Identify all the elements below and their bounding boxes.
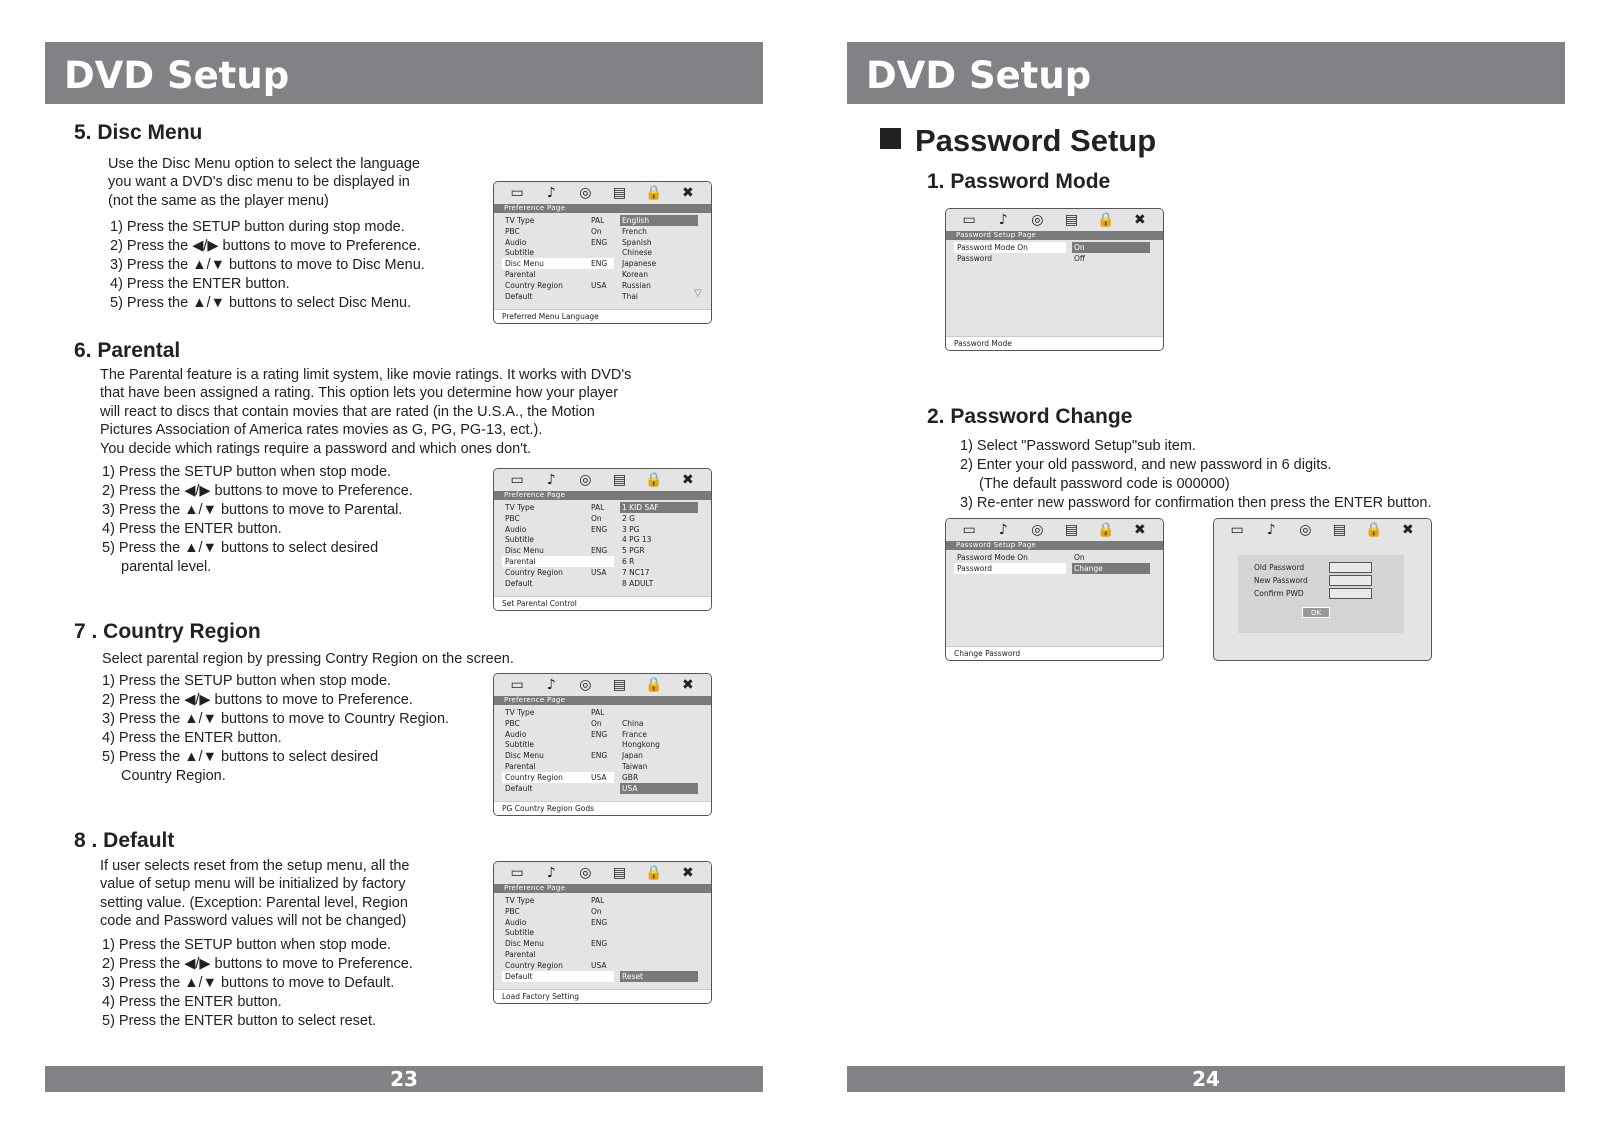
step: 1) Press the SETUP button when stop mode. [102,464,392,480]
image-icon: ▤ [1064,212,1079,228]
osd-option: On [1074,553,1085,562]
step: 3) Press the ▲/▼ buttons to move to Disc Menu. [110,257,425,273]
disc-icon: ◎ [579,185,592,201]
section-title-password-change: 2. Password Change [927,405,1133,428]
step: 5) Press the ▲/▼ buttons to select Disc Menu. [110,295,412,311]
osd-menu-key: Password Mode On [957,243,1028,252]
osd-option: 8 ADULT [622,578,654,588]
osd-menu-key: Audio [505,524,527,534]
close-icon: ✖ [681,865,694,881]
osd-menu-value: PAL [591,216,605,225]
osd-menu-row [502,917,702,928]
osd-menu-row [502,906,702,917]
osd-menu-key: Default [505,783,533,793]
image-icon: ▤ [612,472,627,488]
audio-icon: ♪ [546,185,556,201]
osd-menu-row [502,534,702,545]
osd-menu-value: USA [591,280,607,290]
step: 1) Press the SETUP button when stop mode. [102,673,392,689]
audio-icon: ♪ [1266,522,1276,538]
osd-menu-row [502,567,702,578]
osd-option: On [1072,242,1150,253]
osd-menu-value: On [591,718,602,728]
tv-icon: ▭ [510,185,524,201]
osd-option: Japan [622,751,643,761]
section-title-default: 8 . Default [74,829,175,852]
osd-menu-row [502,960,702,971]
osd-menu-row [954,563,1154,574]
osd-menu-key: TV Type [505,503,535,512]
osd-option: Thai [622,291,639,301]
osd-page-header: Password Setup Page [946,541,1163,550]
password-field [1329,588,1372,599]
intro-line: (not the same as the player menu) [108,192,329,209]
disc-icon: ◎ [1299,522,1312,538]
osd-menu-value: PAL [591,708,605,717]
disc-menu-steps [110,218,425,313]
osd-option: Change [1072,563,1150,574]
step: 3) Press the ▲/▼ buttons to move to Default. [102,975,395,991]
osd-menu-key: Parental [505,270,536,279]
step: Country Region. [121,768,226,784]
audio-icon: ♪ [546,865,556,881]
osd-disc-menu [493,181,712,324]
close-icon: ✖ [681,472,694,488]
page-number: 24 [847,1066,1565,1092]
disc-icon: ◎ [579,677,592,693]
page-number: 23 [45,1066,763,1092]
osd-menu-key: Subtitle [505,535,534,545]
osd-icon-bar [1214,519,1431,541]
osd-menu-value: USA [591,772,607,782]
osd-menu-value: ENG [591,939,608,949]
osd-page-header: Preference Page [494,884,711,893]
password-field [1329,562,1372,573]
osd-menu-row [502,237,702,248]
lock-icon: 🔒 [644,185,663,201]
osd-menu-value: USA [591,567,607,577]
country-steps [102,672,449,786]
osd-parental [493,468,712,611]
osd-menu-row [502,247,702,258]
osd-option: 6 R [622,557,635,566]
osd-menu-key: Password [957,253,993,263]
osd-menu-row [502,739,702,750]
osd-page-header: Password Setup Page [946,231,1163,240]
osd-menu-value: PAL [591,503,605,512]
osd-menu-value: ENG [591,751,608,761]
intro-line: Use the Disc Menu option to select the language [108,156,420,172]
audio-icon: ♪ [998,522,1008,538]
image-icon: ▤ [1064,522,1079,538]
tv-icon: ▭ [510,472,524,488]
intro-line: If user selects reset from the setup menu, all the [100,858,410,874]
disc-icon: ◎ [579,472,592,488]
lock-icon: 🔒 [644,865,663,881]
osd-password-mode [945,208,1164,351]
osd-country-region [493,673,712,816]
osd-page-header: Preference Page [494,204,711,213]
osd-menu-key: Subtitle [505,248,534,258]
default-intro [100,857,409,931]
osd-menu-key: PBC [505,906,520,916]
osd-icon-bar [494,182,711,204]
osd-option: Spanish [622,237,652,247]
osd-menu-key: Country Region [505,772,563,782]
tv-icon: ▭ [962,212,976,228]
password-change-steps [960,437,1431,513]
osd-option: 5 PGR [622,546,645,556]
osd-menu-row [954,552,1154,563]
osd-menu-key: TV Type [505,896,535,905]
step: 2) Press the ◀/▶ buttons to move to Preference. [102,692,413,708]
osd-footer: Load Factory Setting [494,989,711,1003]
osd-menu-value: On [591,226,602,236]
step: 4) Press the ENTER button. [102,994,282,1010]
scroll-down-arrow-icon: ▽ [694,288,702,299]
lock-icon: 🔒 [1364,522,1383,538]
close-icon: ✖ [681,185,694,201]
osd-option: French [622,226,647,236]
osd-menu-key: Subtitle [505,740,534,750]
osd-menu-row [502,971,702,982]
password-field [1329,575,1372,586]
osd-menu-row [954,242,1154,253]
osd-menu-value: ENG [591,259,608,269]
osd-option: Japanese [622,259,657,269]
image-icon: ▤ [612,677,627,693]
osd-option: Off [1074,253,1086,263]
osd-menu-key: Country Region [505,567,563,577]
osd-menu-row [502,707,702,718]
parental-intro [100,366,631,458]
osd-option: Taiwan [622,762,648,771]
disc-menu-intro [108,155,420,210]
audio-icon: ♪ [546,472,556,488]
osd-default [493,861,712,1004]
step: 4) Press the ENTER button. [102,521,282,537]
osd-page-header: Preference Page [494,491,711,500]
osd-menu-value: ENG [591,524,608,534]
osd-option: France [622,729,647,739]
osd-menu-value: USA [591,960,607,970]
close-icon: ✖ [1133,522,1146,538]
password-setup-title [880,123,1156,159]
page-24 [800,0,1600,1131]
password-setup-title-text: Password Setup [915,123,1157,158]
osd-option: Russian [622,280,651,290]
intro-line: setting value. (Exception: Parental level, Region [100,894,408,911]
osd-menu-key: Audio [505,729,527,739]
osd-menu-row [502,269,702,280]
osd-menu-row [502,578,702,589]
osd-menu-key: Default [505,971,533,981]
tv-icon: ▭ [962,522,976,538]
lock-icon: 🔒 [644,472,663,488]
step: 5) Press the ▲/▼ buttons to select desired [102,540,379,556]
section-title-country-region: 7 . Country Region [74,620,261,643]
osd-menu-key: PBC [505,718,520,728]
step: 1) Press the SETUP button when stop mode. [102,937,392,953]
osd-option: 7 NC17 [622,567,650,577]
osd-menu-value: ENG [591,917,608,927]
osd-menu-value: ENG [591,729,608,739]
osd-menu-value: On [591,513,602,523]
osd-menu-row [502,938,702,949]
section-title-disc-menu: 5. Disc Menu [74,121,203,144]
password-label: Old Password [1254,563,1305,572]
osd-menu-key: PBC [505,513,520,523]
osd-menu-row [502,927,702,938]
osd-footer: Change Password [946,646,1163,660]
osd-icon-bar [494,862,711,884]
osd-menu-key: Audio [505,917,527,927]
ok-button: OK [1302,607,1330,618]
page-header: DVD Setup [45,42,763,104]
osd-menu-key: TV Type [505,708,535,717]
step: 1) Select "Password Setup"sub item. [960,438,1196,454]
osd-footer: Preferred Menu Language [494,309,711,323]
password-dialog [1238,555,1404,633]
audio-icon: ♪ [998,212,1008,228]
parental-steps [102,463,413,577]
step: 3) Press the ▲/▼ buttons to move to Parental. [102,502,403,518]
osd-menu-row [502,280,702,291]
password-label: New Password [1254,576,1308,585]
lock-icon: 🔒 [1096,212,1115,228]
osd-menu-key: Parental [505,762,536,771]
step: 2) Enter your old password, and new password in 6 digits. [960,457,1332,473]
osd-menu-key: Default [505,291,533,301]
intro-line: You decide which ratings require a password and which ones don't. [100,440,532,457]
osd-menu-row [502,215,702,226]
osd-icon-bar [494,674,711,696]
step: (The default password code is 000000) [979,476,1230,492]
osd-menu-row [502,226,702,237]
osd-password-change [945,518,1164,661]
osd-menu-row [502,545,702,556]
square-bullet-icon [880,128,901,149]
osd-option: Korean [622,270,649,279]
intro-line: you want a DVD's disc menu to be displayed in [108,174,410,191]
osd-footer: Set Parental Control [494,596,711,610]
osd-menu-key: TV Type [505,216,535,225]
lock-icon: 🔒 [644,677,663,693]
intro-line: that have been assigned a rating. This option lets you determine how your player [100,385,619,402]
osd-option: 3 PG [622,524,640,534]
intro-line: will react to discs that contain movies that are rated (in the U.S.A., the Motion [100,403,595,420]
osd-menu-row [502,772,702,783]
osd-menu-key: Password [957,563,993,573]
osd-menu-key: Parental [505,950,536,959]
disc-icon: ◎ [1031,212,1044,228]
osd-menu-row [502,513,702,524]
osd-menu-row [502,258,702,269]
osd-option: 4 PG 13 [622,535,652,545]
osd-icon-bar [494,469,711,491]
osd-menu-key: Disc Menu [505,939,544,949]
password-label: Confirm PWD [1254,589,1304,598]
disc-icon: ◎ [1031,522,1044,538]
section-title-password-mode: 1. Password Mode [927,170,1111,193]
step: parental level. [121,559,212,575]
osd-footer: PG Country Region Gods [494,801,711,815]
close-icon: ✖ [681,677,694,693]
osd-option: 2 G [622,513,635,523]
disc-icon: ◎ [579,865,592,881]
osd-menu-key: Country Region [505,280,563,290]
osd-option: GBR [622,772,639,782]
step: 2) Press the ◀/▶ buttons to move to Preference. [102,956,413,972]
section-title-parental: 6. Parental [74,339,181,362]
osd-menu-row [502,895,702,906]
image-icon: ▤ [1332,522,1347,538]
osd-menu-value: ENG [591,546,608,556]
tv-icon: ▭ [510,865,524,881]
osd-menu-value: PAL [591,896,605,905]
osd-password-entry [1213,518,1432,661]
osd-menu-row [502,783,702,794]
page-header: DVD Setup [847,42,1565,104]
osd-icon-bar [946,519,1163,541]
osd-menu-key: Disc Menu [505,546,544,556]
default-steps [102,936,413,1031]
osd-option: USA [620,783,698,794]
close-icon: ✖ [1401,522,1414,538]
osd-menu-key: Default [505,578,533,588]
osd-option: English [620,215,698,226]
osd-menu-row [502,949,702,960]
step: 2) Press the ◀/▶ buttons to move to Preference. [102,483,413,499]
osd-menu-key: Country Region [505,960,563,970]
lock-icon: 🔒 [1096,522,1115,538]
image-icon: ▤ [612,185,627,201]
osd-icon-bar [946,209,1163,231]
tv-icon: ▭ [1230,522,1244,538]
intro-line: code and Password values will not be changed) [100,913,407,930]
osd-page-header: Preference Page [494,696,711,705]
osd-menu-row [502,718,702,729]
osd-menu-row [502,524,702,535]
intro-line: The Parental feature is a rating limit system, like movie ratings. It works with DVD's [100,367,632,383]
osd-menu-row [954,253,1154,264]
osd-menu-value: ENG [591,237,608,247]
osd-menu-row [502,761,702,772]
osd-menu-key: Subtitle [505,928,534,938]
osd-menu-key: Parental [505,557,536,566]
osd-menu-key: Password Mode On [957,553,1028,562]
osd-menu-row [502,291,702,302]
intro-line: Pictures Association of America rates movies as G, PG, PG-13, ect.). [100,422,543,439]
step: 4) Press the ENTER button. [110,276,290,292]
step: 5) Press the ENTER button to select reset. [102,1013,377,1029]
step: 4) Press the ENTER button. [102,730,282,746]
osd-menu-key: PBC [505,226,520,236]
country-intro: Select parental region by pressing Contry Region on the screen. [102,651,514,667]
image-icon: ▤ [612,865,627,881]
osd-menu-row [502,750,702,761]
osd-option: Reset [620,971,698,982]
osd-option: Chinese [622,248,652,258]
osd-menu-row [502,502,702,513]
step: 3) Re-enter new password for confirmation then press the ENTER button. [960,495,1432,511]
osd-footer: Password Mode [946,336,1163,350]
osd-menu-row [502,729,702,740]
osd-option: 1 KID SAF [620,502,698,513]
step: 2) Press the ◀/▶ buttons to move to Preference. [110,238,421,254]
step: 5) Press the ▲/▼ buttons to select desired [102,749,379,765]
osd-option: China [622,718,644,728]
osd-menu-value: On [591,906,602,916]
osd-menu-key: Disc Menu [505,259,544,269]
close-icon: ✖ [1133,212,1146,228]
step: 3) Press the ▲/▼ buttons to move to Country Region. [102,711,450,727]
osd-menu-key: Disc Menu [505,751,544,761]
intro-line: value of setup menu will be initialized by factory [100,876,406,893]
osd-menu-row [502,556,702,567]
step: 1) Press the SETUP button during stop mode. [110,219,405,235]
osd-option: Hongkong [622,740,660,750]
tv-icon: ▭ [510,677,524,693]
osd-menu-key: Audio [505,237,527,247]
audio-icon: ♪ [546,677,556,693]
